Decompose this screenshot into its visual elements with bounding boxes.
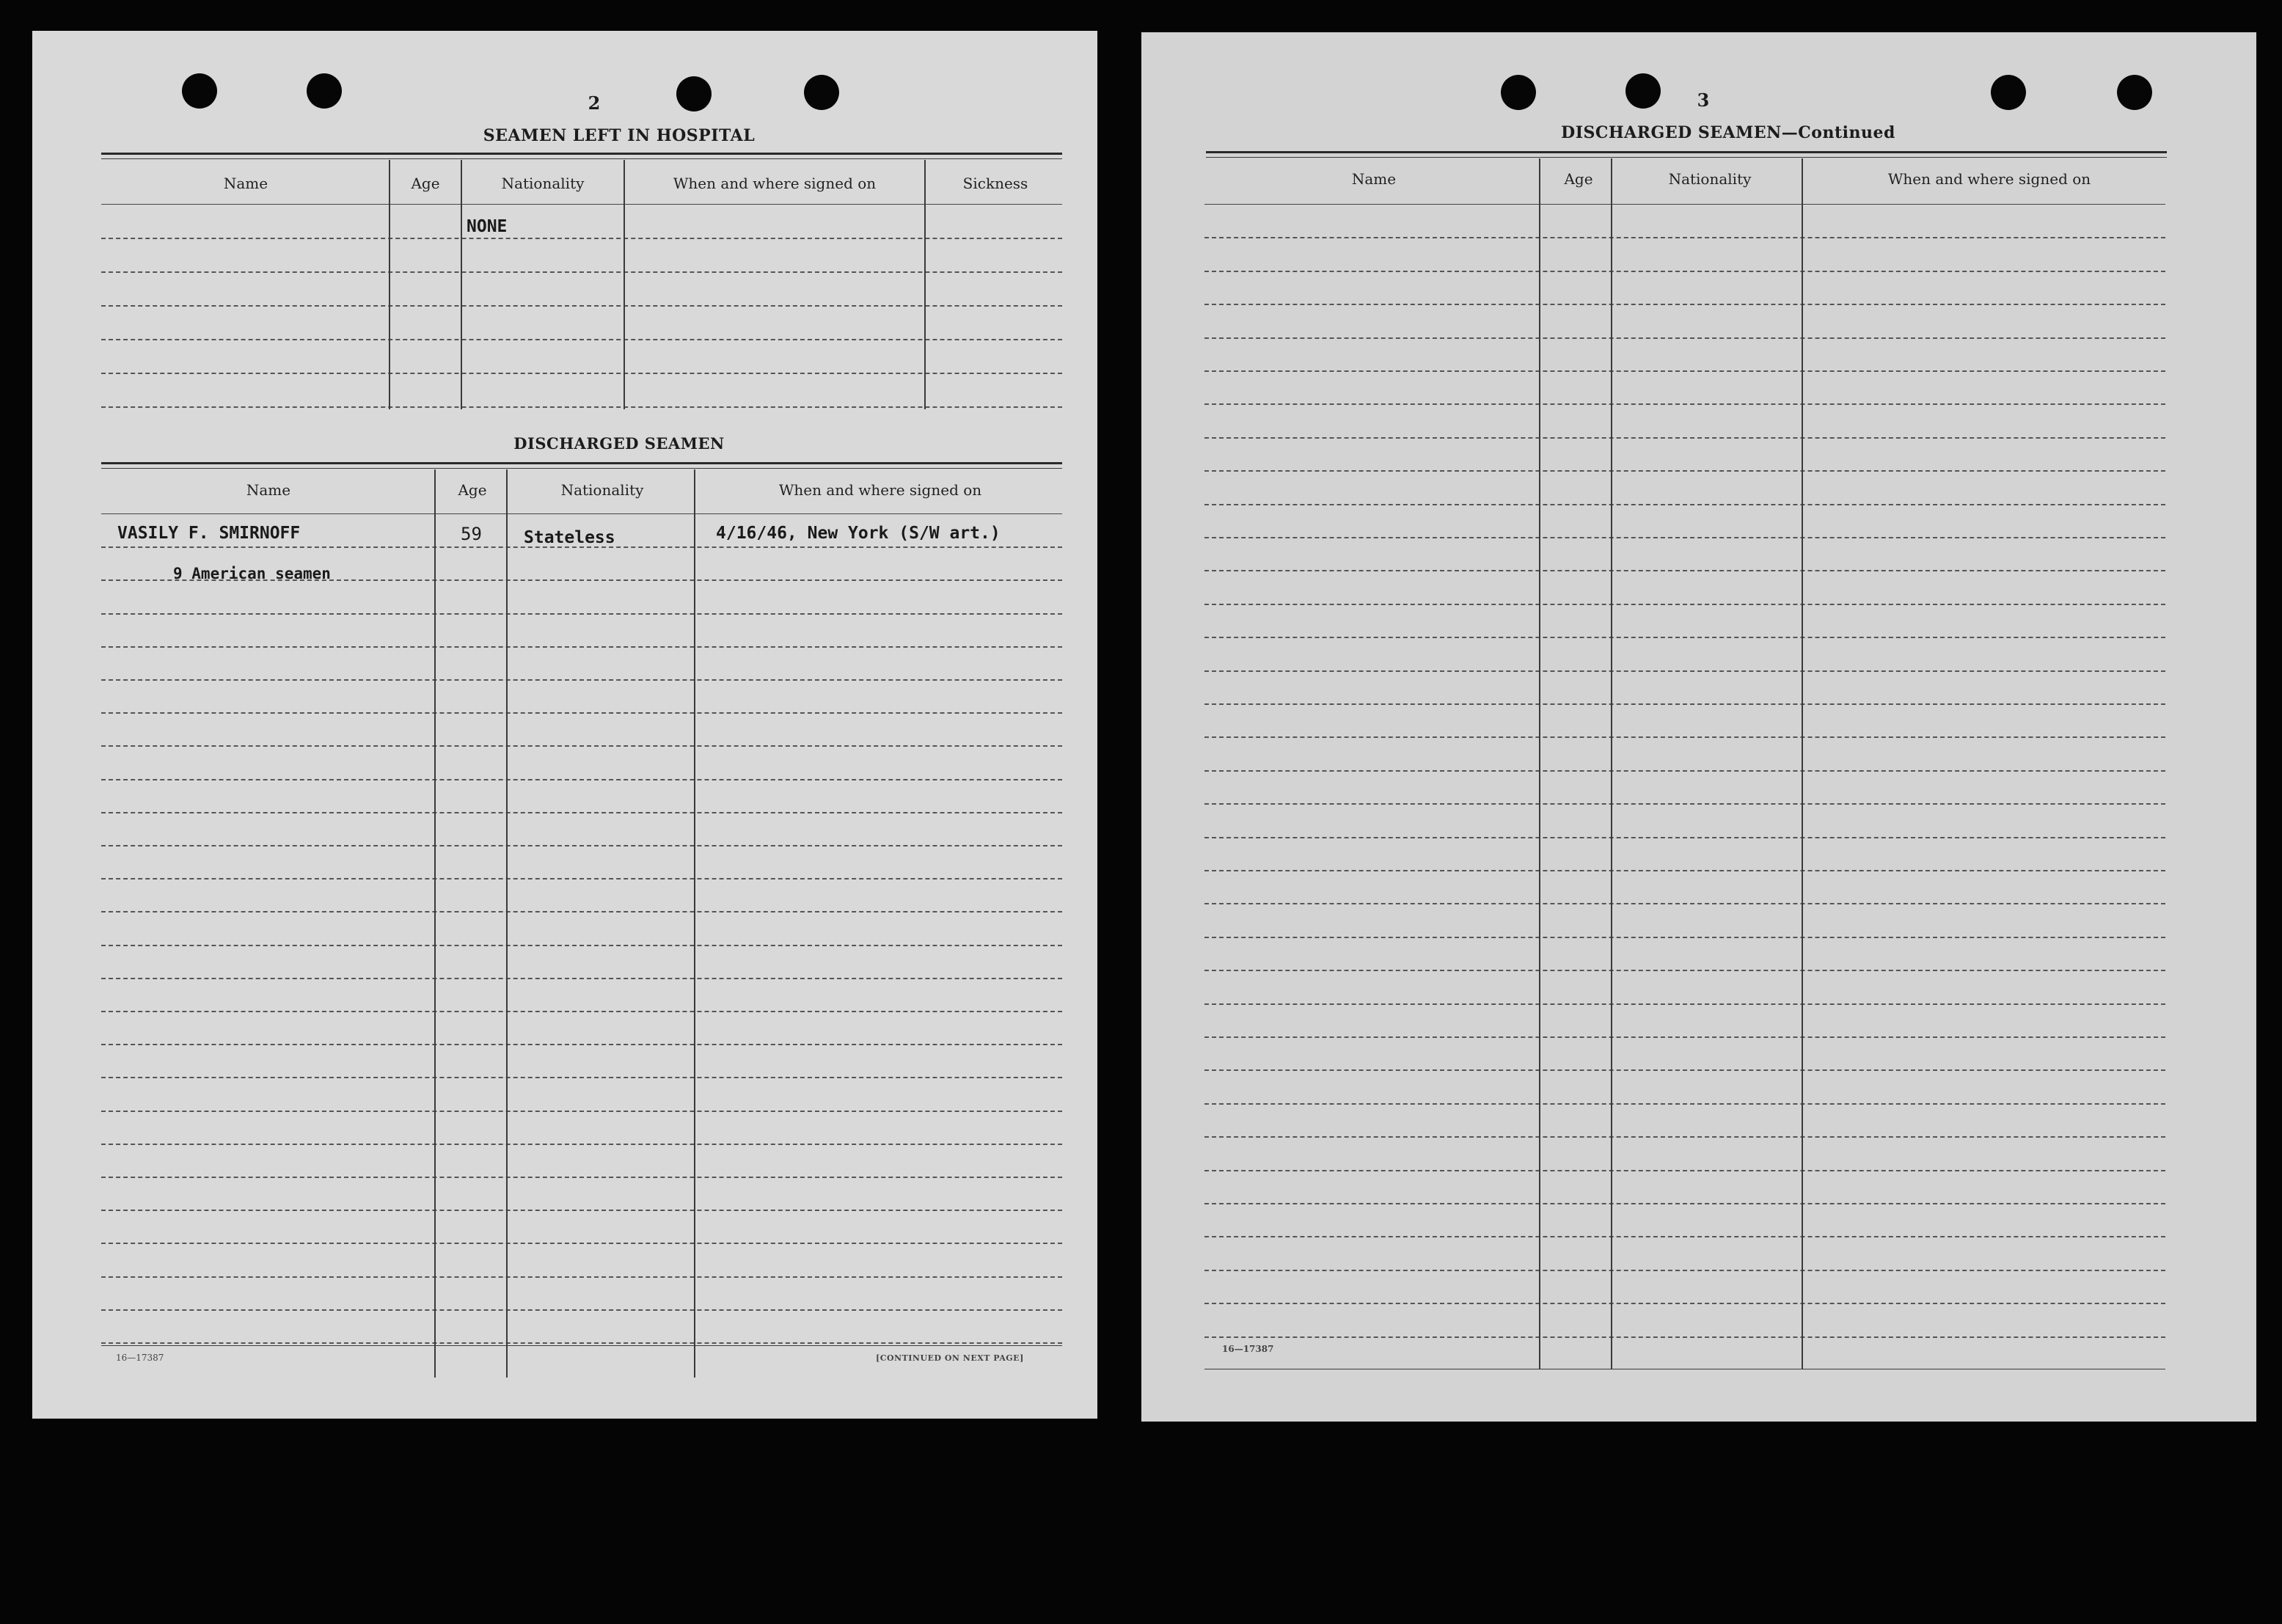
seaman-age: 59 (461, 524, 482, 544)
column-divider (623, 160, 625, 409)
table-rule (101, 468, 1062, 469)
column-divider (461, 160, 462, 409)
punch-hole (1625, 73, 1661, 109)
table-bottom-rule (101, 1345, 1062, 1346)
row-line (1204, 1170, 2165, 1171)
row-line (101, 679, 1062, 681)
row-line (1204, 1270, 2165, 1271)
row-line (1204, 437, 2165, 439)
footer-note: [CONTINUED ON NEXT PAGE] (876, 1353, 1024, 1363)
column-header-signed-on: When and where signed on (673, 175, 877, 192)
row-line (101, 1077, 1062, 1078)
row-line (1204, 937, 2165, 938)
row-line (101, 1111, 1062, 1112)
column-header-nationality: Nationality (1668, 170, 1752, 188)
right-page (1141, 32, 2256, 1422)
row-line (1204, 537, 2165, 538)
column-header-name: Name (1351, 170, 1397, 188)
column-header-nationality: Nationality (560, 481, 644, 499)
row-line (1204, 903, 2165, 904)
row-line (1204, 837, 2165, 838)
header-divider (101, 204, 1062, 205)
row-line (101, 1044, 1062, 1045)
row-line (101, 779, 1062, 780)
row-line (1204, 970, 2165, 971)
row-line (1204, 337, 2165, 339)
punch-hole (182, 73, 217, 109)
row-line (101, 745, 1062, 747)
row-line (1204, 770, 2165, 772)
row-line (101, 1210, 1062, 1211)
column-header-age: Age (1564, 170, 1593, 188)
punch-hole (676, 76, 712, 111)
header-divider (1204, 204, 2165, 205)
row-line (101, 305, 1062, 307)
discharged-section-title: DISCHARGED SEAMEN (513, 434, 725, 453)
discharged-continued-title (1449, 123, 2007, 142)
column-divider (1802, 158, 1803, 1369)
row-line (1204, 470, 2165, 472)
row-line (101, 613, 1062, 615)
row-line (101, 1011, 1062, 1012)
punch-hole (307, 73, 342, 109)
column-header-nationality: Nationality (501, 175, 585, 192)
row-line (101, 1276, 1062, 1278)
row-line (1204, 1069, 2165, 1071)
row-line (101, 911, 1062, 912)
row-line (1204, 703, 2165, 705)
form-number: 16—17387 (1222, 1344, 1274, 1354)
column-header-age: Age (411, 175, 440, 192)
row-line (1204, 1036, 2165, 1038)
row-line (101, 1309, 1062, 1311)
row-line (1204, 670, 2165, 672)
seaman-note: 9 American seamen (173, 565, 331, 582)
hospital-entry-nationality: NONE (467, 217, 508, 236)
column-header-signed-on: When and where signed on (778, 481, 982, 499)
row-line (101, 1342, 1062, 1344)
row-line (1204, 570, 2165, 571)
row-line (101, 406, 1062, 408)
row-line (101, 339, 1062, 340)
row-line (1204, 1003, 2165, 1005)
row-line (1204, 1336, 2165, 1338)
row-line (1204, 1303, 2165, 1304)
left-page (32, 31, 1097, 1419)
row-line (101, 712, 1062, 714)
row-line (101, 373, 1062, 374)
row-line (1204, 1236, 2165, 1237)
table-rule (101, 158, 1062, 159)
row-line (1204, 403, 2165, 405)
table-rule (101, 462, 1062, 464)
row-line (101, 238, 1062, 239)
column-divider (1539, 158, 1540, 1369)
row-line (1204, 237, 2165, 238)
row-line (101, 978, 1062, 979)
punch-hole (1501, 75, 1536, 110)
row-line (1204, 604, 2165, 605)
title-suffix: —Continued (1781, 123, 1895, 142)
form-number: 16—17387 (116, 1353, 164, 1363)
seaman-signed-on: 4/16/46, New York (S/W art.) (716, 524, 1001, 543)
page-number: 3 (1697, 89, 1710, 111)
row-line (1204, 370, 2165, 372)
row-line (101, 1177, 1062, 1178)
header-divider (101, 513, 1062, 514)
table-rule (1206, 151, 2167, 153)
column-header-sickness: Sickness (962, 175, 1028, 192)
row-line (1204, 304, 2165, 305)
column-divider (1611, 158, 1612, 1369)
row-line (101, 1144, 1062, 1145)
column-divider (924, 160, 926, 409)
hospital-section-title: SEAMEN LEFT IN HOSPITAL (483, 126, 756, 145)
row-line (1204, 271, 2165, 272)
punch-hole (1991, 75, 2026, 110)
title-text: DISCHARGED SEAMEN (1561, 123, 1782, 142)
row-line (1204, 637, 2165, 638)
row-line (1204, 803, 2165, 805)
row-line (1204, 736, 2165, 738)
column-divider (389, 160, 390, 409)
row-line (101, 812, 1062, 813)
row-line (1204, 870, 2165, 871)
page-number: 2 (588, 92, 601, 114)
seaman-name: VASILY F. SMIRNOFF (117, 524, 301, 543)
table-rule (1206, 157, 2167, 158)
column-header-age: Age (458, 481, 487, 499)
row-line (1204, 1136, 2165, 1138)
row-line (1204, 1103, 2165, 1105)
row-line (101, 1243, 1062, 1244)
punch-hole (804, 75, 839, 110)
column-header-name: Name (223, 175, 268, 192)
column-divider (694, 469, 695, 1378)
column-header-signed-on: When and where signed on (1887, 170, 2091, 188)
punch-hole (2117, 75, 2152, 110)
table-rule (101, 153, 1062, 155)
row-line (101, 945, 1062, 946)
seaman-nationality: Stateless (524, 528, 615, 547)
row-line (101, 646, 1062, 648)
column-divider (434, 469, 436, 1378)
row-line (1204, 504, 2165, 505)
row-line (101, 878, 1062, 879)
row-line (1204, 1203, 2165, 1204)
column-divider (506, 469, 508, 1378)
column-header-name: Name (246, 481, 291, 499)
row-line (101, 845, 1062, 846)
row-line (101, 271, 1062, 273)
